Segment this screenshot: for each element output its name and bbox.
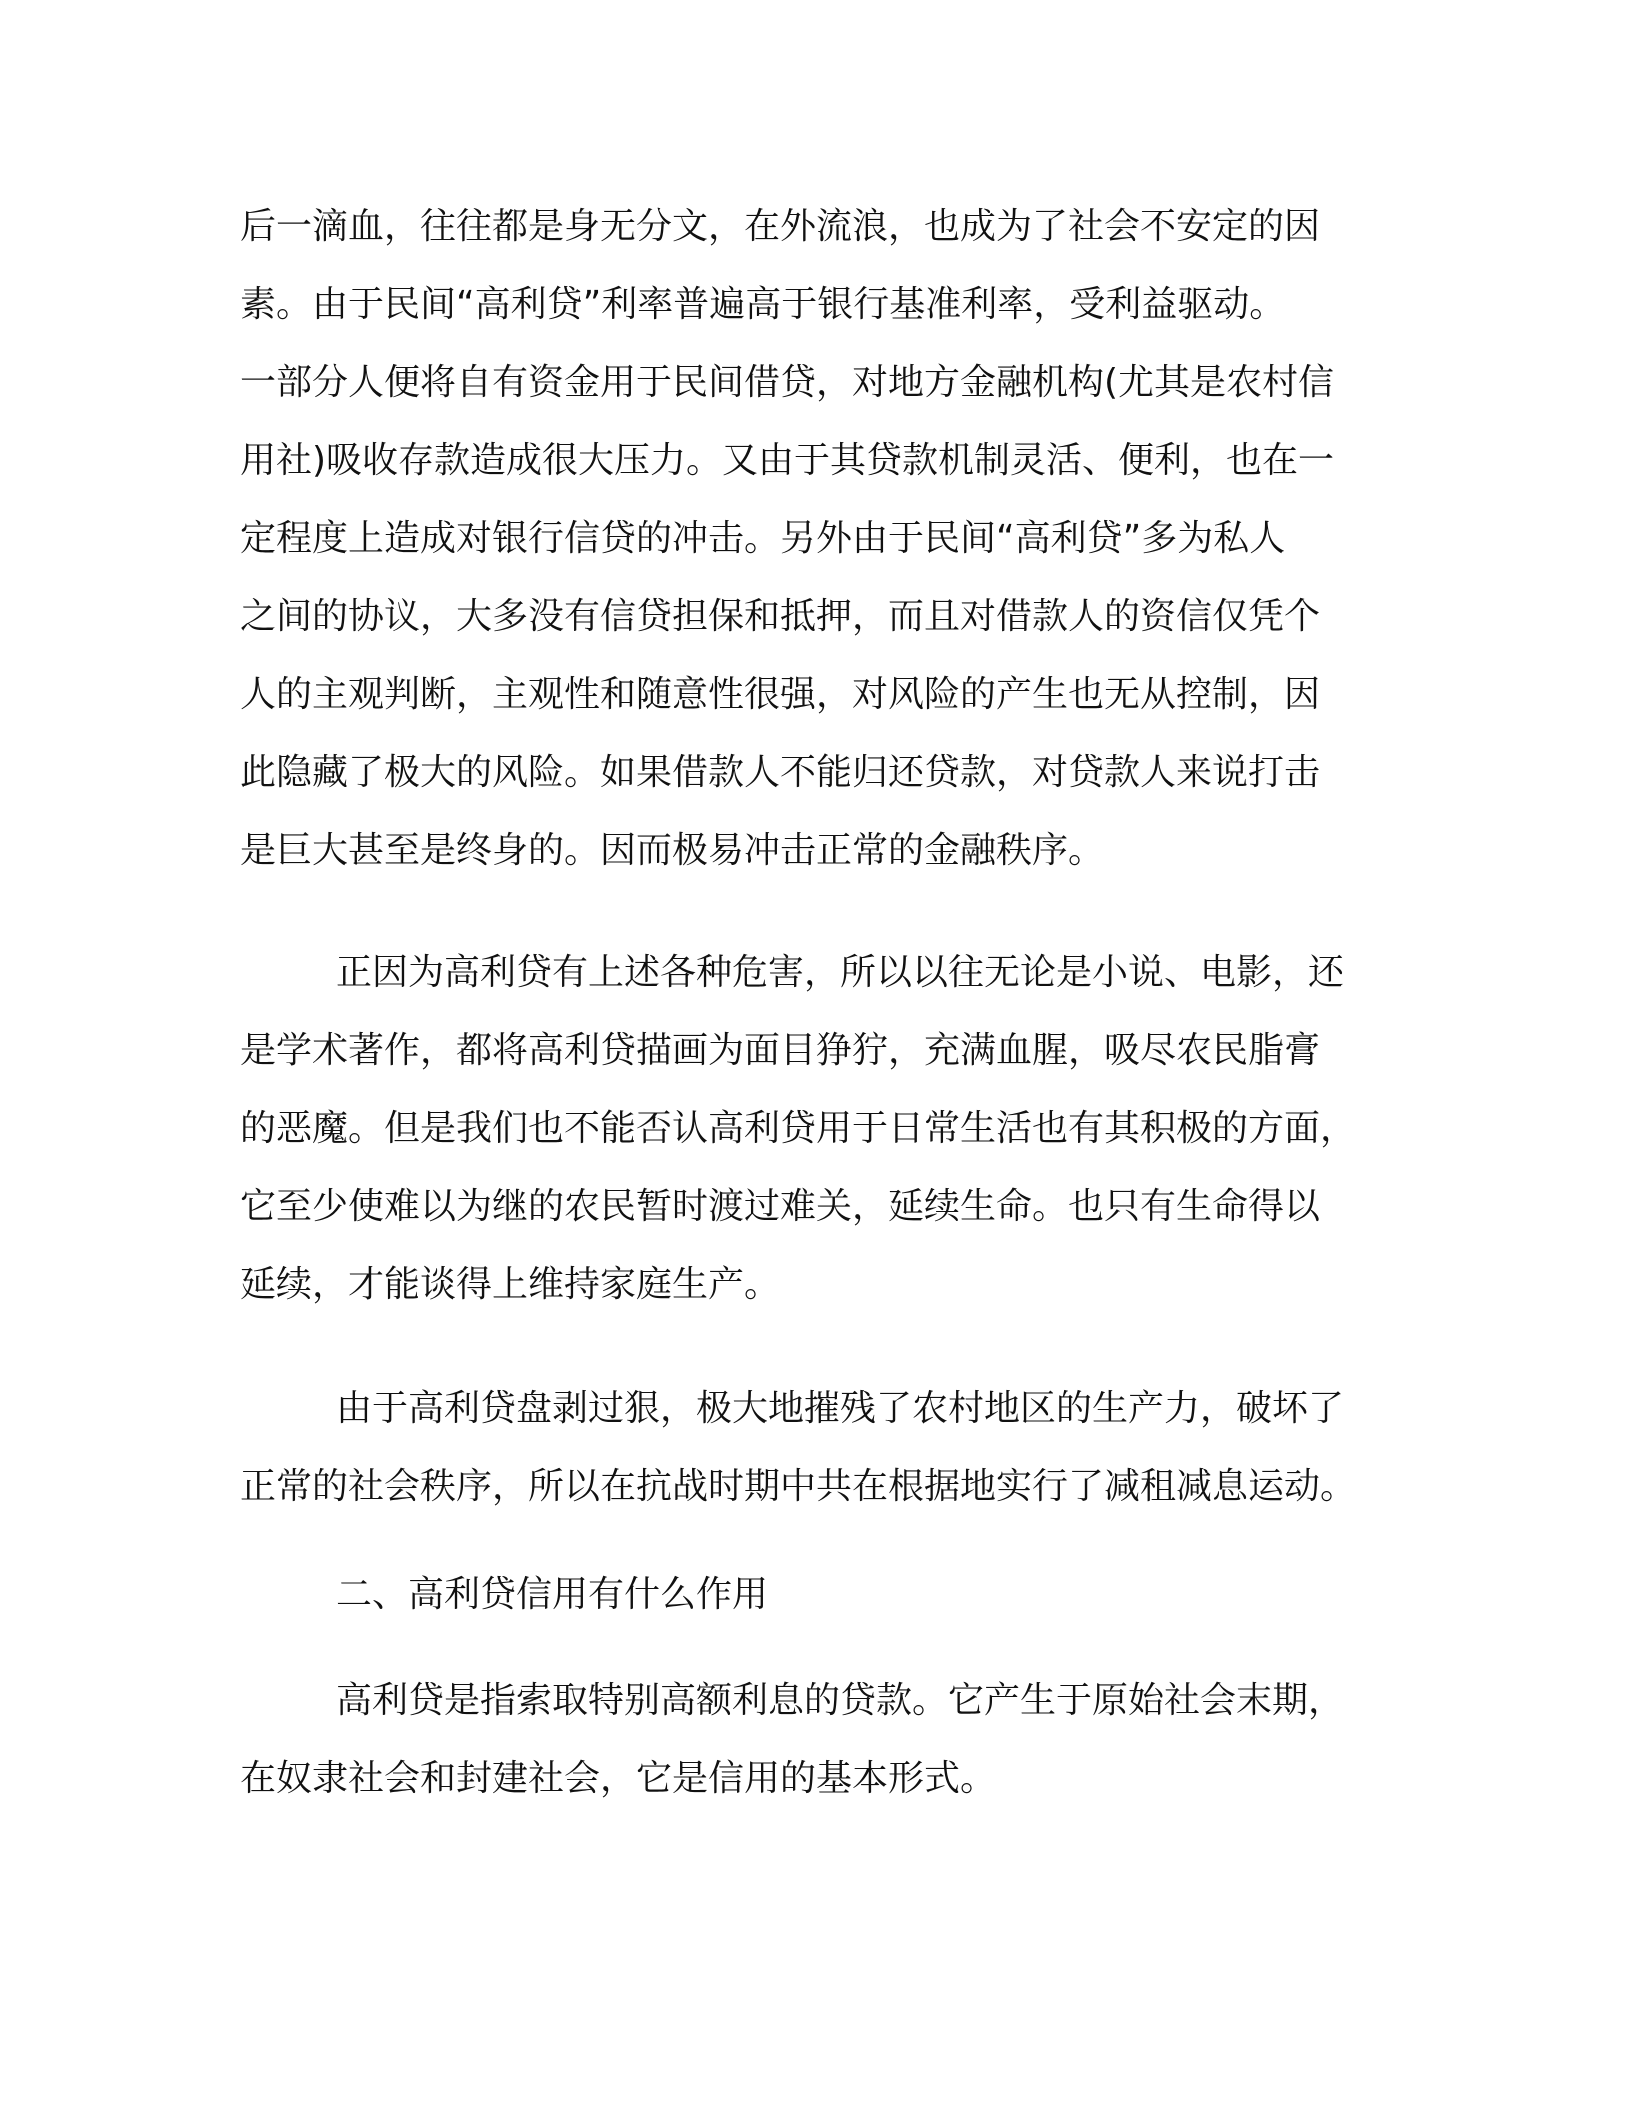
section-heading [240, 1556, 1400, 1634]
paragraph-usury-risks [240, 188, 1400, 890]
text-line: 一部分人便将自有资金用于民间借贷，对地方金融机构(尤其是农村信 [240, 362, 1335, 403]
text-line: 定程度上造成对银行信贷的冲击。另外由于民间“高利贷”多为私人 [240, 518, 1286, 559]
text-line: 后一滴血，往往都是身无分文，在外流浪，也成为了社会不安定的因 [240, 206, 1321, 247]
paragraph-rent-reduction [240, 1370, 1400, 1526]
paragraph-spacer [240, 1324, 1400, 1370]
text-line: 它至少使难以为继的农民暂时渡过难关，延续生命。也只有生命得以 [240, 1186, 1321, 1227]
text-line: 是巨大甚至是终身的。因而极易冲击正常的金融秩序。 [240, 830, 1105, 871]
text-line: 延续，才能谈得上维持家庭生产。 [240, 1264, 781, 1305]
text-line: 由于高利贷盘剥过狠，极大地摧残了农村地区的生产力，破坏了 [336, 1388, 1345, 1429]
text-line: 之间的协议，大多没有信贷担保和抵押，而且对借款人的资信仅凭个 [240, 596, 1321, 637]
paragraph-usury-positive [240, 934, 1400, 1324]
text-line: 是学术著作，都将高利贷描画为面目狰狞，充满血腥，吸尽农民脂膏 [240, 1030, 1321, 1071]
text-line: 人的主观判断，主观性和随意性很强，对风险的产生也无从控制，因 [240, 674, 1321, 715]
paragraph-usury-definition [240, 1662, 1400, 1818]
text-line: 的恶魔。但是我们也不能否认高利贷用于日常生活也有其积极的方面， [240, 1108, 1357, 1149]
text-line: 正因为高利贷有上述各种危害，所以以往无论是小说、电影，还 [336, 952, 1345, 993]
text-line: 在奴隶社会和封建社会，它是信用的基本形式。 [240, 1758, 997, 1799]
text-line: 用社)吸收存款造成很大压力。又由于其贷款机制灵活、便利，也在一 [240, 440, 1335, 481]
text-line: 此隐藏了极大的风险。如果借款人不能归还贷款，对贷款人来说打击 [240, 752, 1321, 793]
document-body [240, 188, 1400, 1818]
text-line: 高利贷是指索取特别高额利息的贷款。它产生于原始社会末期， [336, 1680, 1345, 1721]
paragraph-spacer [240, 1634, 1400, 1662]
text-line: 素。由于民间“高利贷”利率普遍高于银行基准利率，受利益驱动。 [240, 284, 1286, 325]
paragraph-spacer [240, 1526, 1400, 1556]
text-line: 正常的社会秩序，所以在抗战时期中共在根据地实行了减租减息运动。 [240, 1466, 1357, 1507]
paragraph-spacer [240, 890, 1400, 934]
section-heading-text: 二、高利贷信用有什么作用 [336, 1574, 769, 1615]
